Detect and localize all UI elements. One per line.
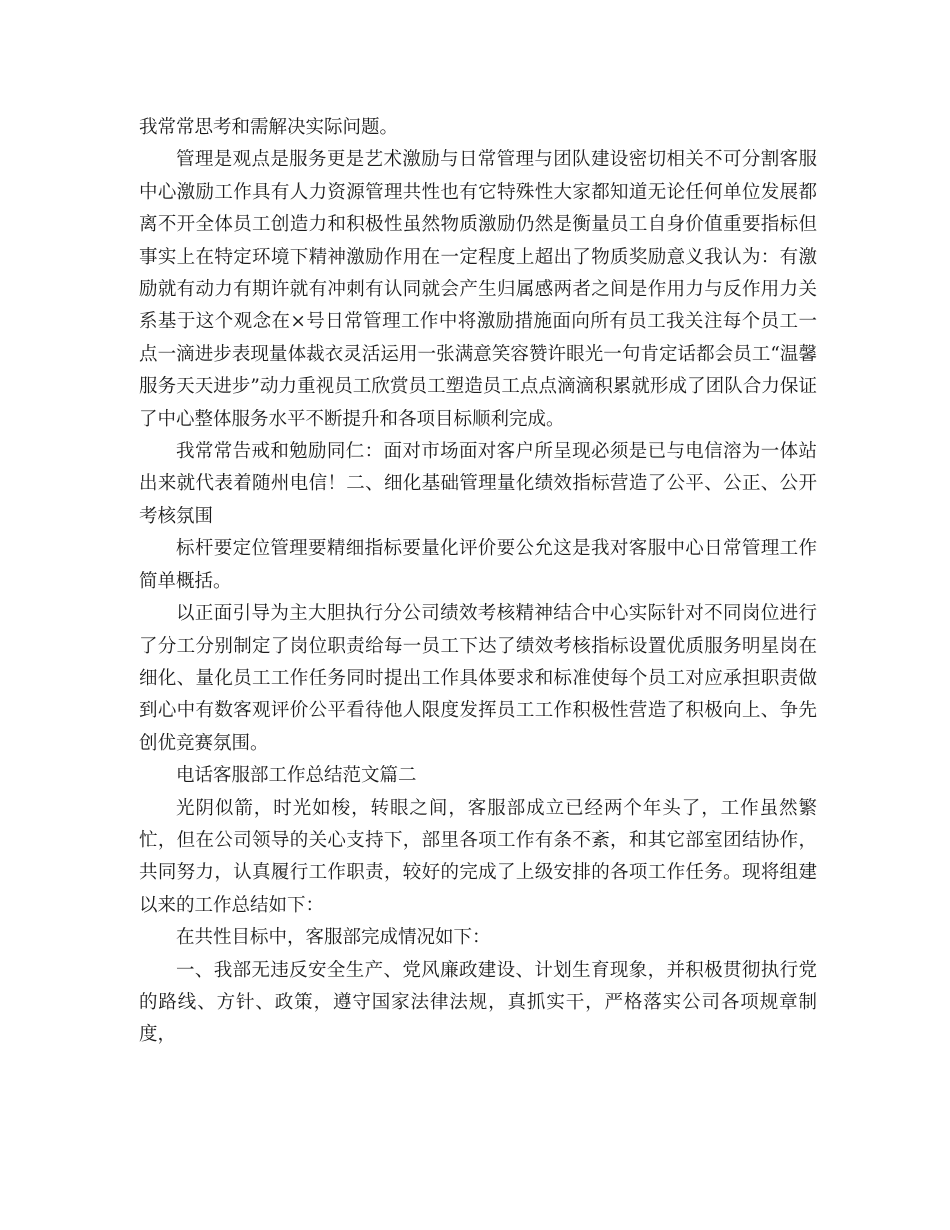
document-body <box>139 112 817 1052</box>
section-heading: 电话客服部工作总结范文篇二 <box>176 765 417 787</box>
paragraph: 标杆要定位管理要精细指标要量化评价要公允这是我对客服中心日常管理工作简单概括。 <box>139 538 817 592</box>
paragraph: 我常常思考和需解决实际问题。 <box>139 117 399 138</box>
paragraph: 光阴似箭，时光如梭，转眼之间，客服部成立已经两个年头了，工作虽然繁忙，但在公司领导的关心支持下，部里各项工作有条不紊，和其它部室团结协作，共同努力，认真履行工作职责，较好的完成了上级安排的各项工作任务。现将组建以来的工作总结如下： <box>139 797 817 916</box>
paragraph: 在共性目标中，客服部完成情况如下： <box>176 927 491 949</box>
paragraph: 一、我部无违反安全生产、党风廉政建设、计划生育现象，并积极贯彻执行党的路线、方针、政策，遵守国家法律法规，真抓实干，严格落实公司各项规章制度， <box>139 959 817 1046</box>
paragraph: 管理是观点是服务更是艺术激励与日常管理与团队建设密切相关不可分割客服中心激励工作具有人力资源管理共性也有它特殊性大家都知道无论任何单位发展都离不开全体员工创造力和积极性虽然物质激励仍然是衡量员工自身价值重要指标但事实上在特定环境下精神激励作用在一定程度上超出了物质奖励意义我认为：有激励就有动力有期许就有冲刺有认同就会产生归属感两者之间是作用力与反作用力关系基于这个观念在×号日常管理工作中将激励措施面向所有员工我关注每个员工一点一滴进步表现量体裁衣灵活运用一张满意笑容赞许眼光一句肯定话都会员工“温馨服务天天进步”动力重视员工欣赏员工塑造员工点点滴滴积累就形成了团队合力保证了中心整体服务水平不断提升和各项目标顺利完成。 <box>139 149 817 430</box>
paragraph: 我常常告戒和勉励同仁：面对市场面对客户所呈现必须是已与电信溶为一体站出来就代表着随州电信！二、细化基础管理量化绩效指标营造了公平、公正、公开考核氛围 <box>139 441 817 527</box>
paragraph: 以正面引导为主大胆执行分公司绩效考核精神结合中心实际针对不同岗位进行了分工分别制定了岗位职责给每一员工下达了绩效考核指标设置优质服务明星岗在细化、量化员工工作任务同时提出工作具体要求和标准使每个员工对应承担职责做到心中有数客观评价公平看待他人限度发挥员工工作积极性营造了积极向上、争先创优竞赛氛围。 <box>139 603 817 754</box>
